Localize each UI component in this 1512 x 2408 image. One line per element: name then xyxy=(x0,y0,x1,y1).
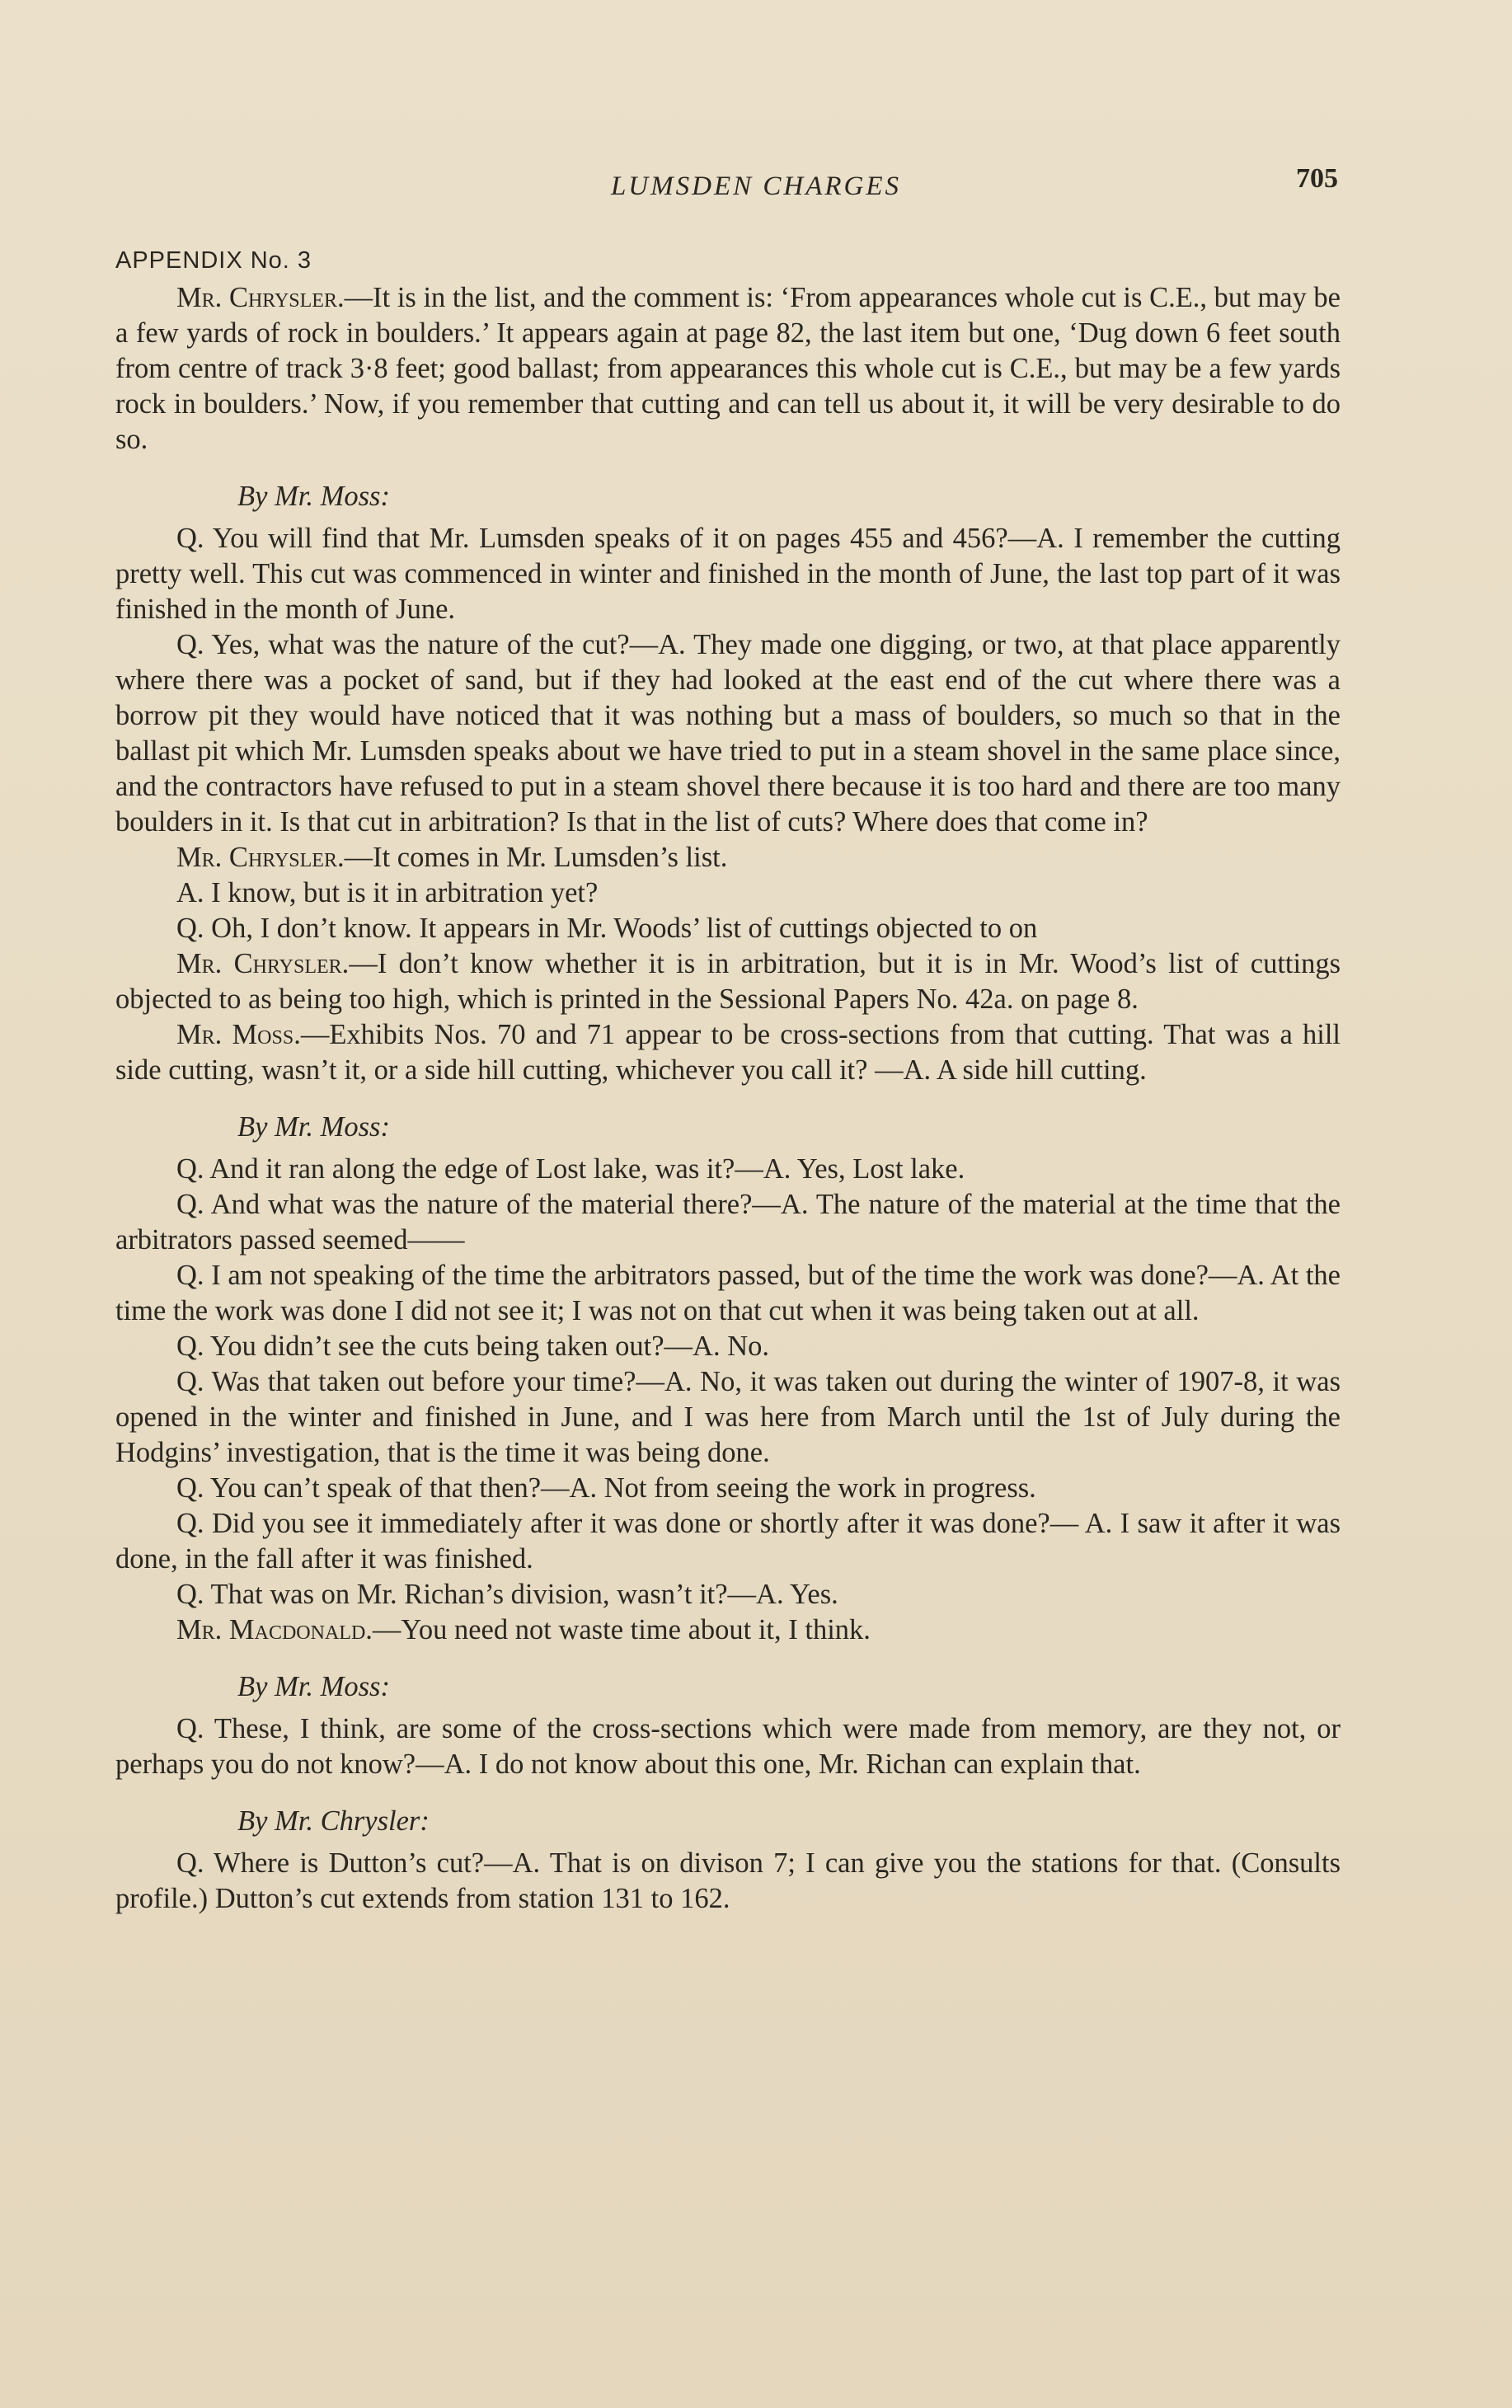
qa-paragraph: Q. And what was the nature of the material there?—A. The nature of the material at the time that the arbitrators passed seemed—— xyxy=(115,1189,1341,1256)
speech-text: —You need not waste time about it, I think. xyxy=(372,1614,871,1645)
appendix-label: APPENDIX No. 3 xyxy=(115,247,312,274)
qa-paragraph: Q. That was on Mr. Richan’s division, wasn’t it?—A. Yes. xyxy=(176,1579,838,1610)
page-number: 705 xyxy=(1296,163,1338,194)
section-heading: By Mr. Moss: xyxy=(237,481,390,512)
qa-paragraph: A. I know, but is it in arbitration yet? xyxy=(176,877,599,908)
qa-paragraph: Q. You will find that Mr. Lumsden speaks of it on pages 455 and 456?—A. I remember the cutting pretty well. This cut was commenced in winter and finished in the month of June, the last top part of it was finished in the month of June. xyxy=(115,523,1341,625)
speech-paragraph xyxy=(115,1612,1341,1648)
qa-paragraph: Q. I am not speaking of the time the arbitrators passed, but of the time the work was done?—A. At the time the work was done I did not see it; I was not on that cut when it was being taken out at all. xyxy=(115,1260,1341,1326)
running-head: LUMSDEN CHARGES xyxy=(610,171,902,201)
qa-paragraph: Q. And it ran along the edge of Lost lake, was it?—A. Yes, Lost lake. xyxy=(176,1153,965,1185)
speaker-name: Mr. Chrysler. xyxy=(176,842,345,873)
speaker-name: Mr. Macdonald. xyxy=(176,1614,373,1645)
qa-paragraph: Q. These, I think, are some of the cross-sections which were made from memory, are they not, or perhaps you do not know?—A. I do not know about this one, Mr. Richan can explain that. xyxy=(115,1713,1341,1780)
speech-paragraph xyxy=(115,840,1341,875)
section-heading: By Mr. Chrysler: xyxy=(237,1805,430,1837)
speaker-name: Mr. Chrysler. xyxy=(176,282,345,313)
section-heading: By Mr. Moss: xyxy=(237,1671,390,1702)
speech-text: —It is in the list, and the comment is: ‘From appearances whole cut is C.E., but may be a few yards of rock in boulders.’ It appears again at page 82, the last item but one, ‘Dug down 6 feet south from centre of track 3·8 feet; good ballast; from appearances this whole cut is C.E., but may be a few yards rock in boulders.’ Now, if you remember that cutting and can tell us about it, it will be very desirable to do so. xyxy=(115,282,1341,455)
speaker-name: Mr. Moss. xyxy=(176,1019,301,1050)
speaker-name: Mr. Chrysler. xyxy=(176,948,350,979)
speech-paragraph xyxy=(115,1017,1341,1088)
qa-paragraph: Q. Oh, I don’t know. It appears in Mr. Woods’ list of cuttings objected to on xyxy=(176,913,1038,944)
speech-text: —I don’t know whether it is in arbitration, but it is in Mr. Wood’s list of cuttings objected to as being too high, which is printed in the Sessional Papers No. 42a. on page 8. xyxy=(115,948,1341,1015)
speech-paragraph xyxy=(115,946,1341,1017)
qa-paragraph: Q. Yes, what was the nature of the cut?—A. They made one digging, or two, at that place apparently where there was a pocket of sand, but if they had looked at the east end of the cut where there was a borrow pit they would have noticed that it was nothing but a mass of boulders, so much so that in the ballast pit which Mr. Lumsden speaks about we have tried to put in a steam shovel in the same place since, and the contractors have refused to put in a steam shovel there because it is too hard and there are too many boulders in it. Is that cut in arbitration? Is that in the list of cuts? Where does that come in? xyxy=(115,629,1341,838)
qa-paragraph: Q. You can’t speak of that then?—A. Not from seeing the work in progress. xyxy=(176,1472,1036,1504)
qa-paragraph: Q. Was that taken out before your time?—A. No, it was taken out during the winter of 1907-8, it was opened in the winter and finished in June, and I was here from March until the 1st of July during the Hodgins’ investigation, that is the time it was being done. xyxy=(115,1366,1341,1468)
speech-text: —Exhibits Nos. 70 and 71 appear to be cross-sections from that cutting. That was a hill side cutting, wasn’t it, or a side hill cutting, whichever you call it? —A. A side hill cutting. xyxy=(115,1019,1341,1086)
section-heading: By Mr. Moss: xyxy=(237,1111,390,1143)
document-body xyxy=(115,280,1341,1917)
qa-paragraph: Q. You didn’t see the cuts being taken out?—A. No. xyxy=(176,1331,769,1362)
speech-text: —It comes in Mr. Lumsden’s list. xyxy=(344,842,728,873)
speech-paragraph xyxy=(115,280,1341,458)
qa-paragraph: Q. Did you see it immediately after it was done or shortly after it was done?— A. I saw it after it was done, in the fall after it was finished. xyxy=(115,1508,1341,1575)
qa-paragraph: Q. Where is Dutton’s cut?—A. That is on divison 7; I can give you the stations for that. (Consults profile.) Dutton’s cut extends from station 131 to 162. xyxy=(115,1847,1341,1914)
